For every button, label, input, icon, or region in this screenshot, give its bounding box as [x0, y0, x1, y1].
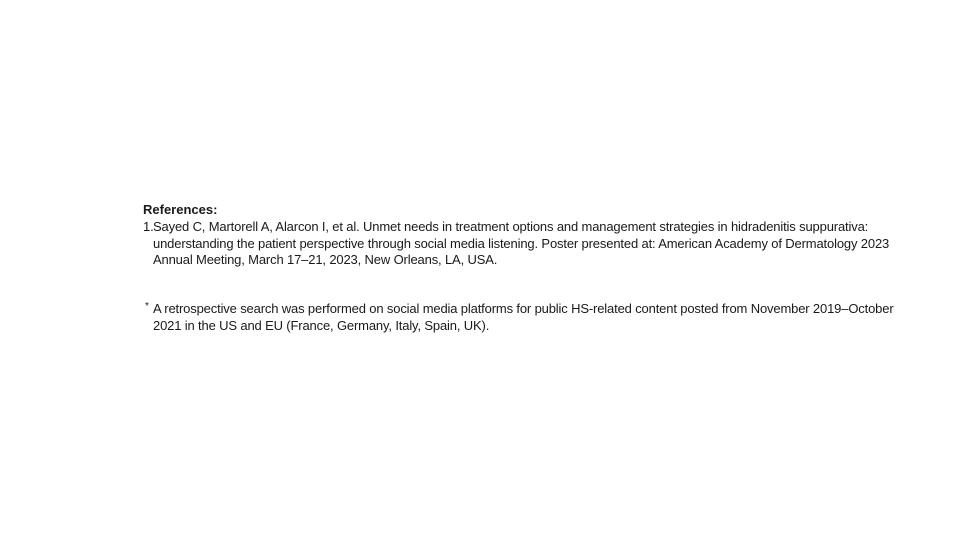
footnote-text: A retrospective search was performed on social media platforms for public HS-related content posted from November 2019–October 2021 in the US and EU (France, Germany, Italy, Spain, UK). — [153, 301, 894, 333]
reference-number: 1. — [143, 219, 154, 234]
references-section — [143, 201, 903, 269]
references-heading: References: — [143, 202, 218, 217]
footnote-marker: * — [145, 301, 149, 312]
footnote — [145, 300, 905, 334]
reference-item — [143, 219, 903, 269]
reference-text: Sayed C, Martorell A, Alarcon I, et al. Unmet needs in treatment options and management strategies in hidradenitis suppurativa: understanding the patient perspective through social media listening. Poster presented at: American Academy of Dermatology 2023 Annual Meeting, March 17–21, 2023, New Orleans, LA, USA. — [153, 219, 890, 267]
